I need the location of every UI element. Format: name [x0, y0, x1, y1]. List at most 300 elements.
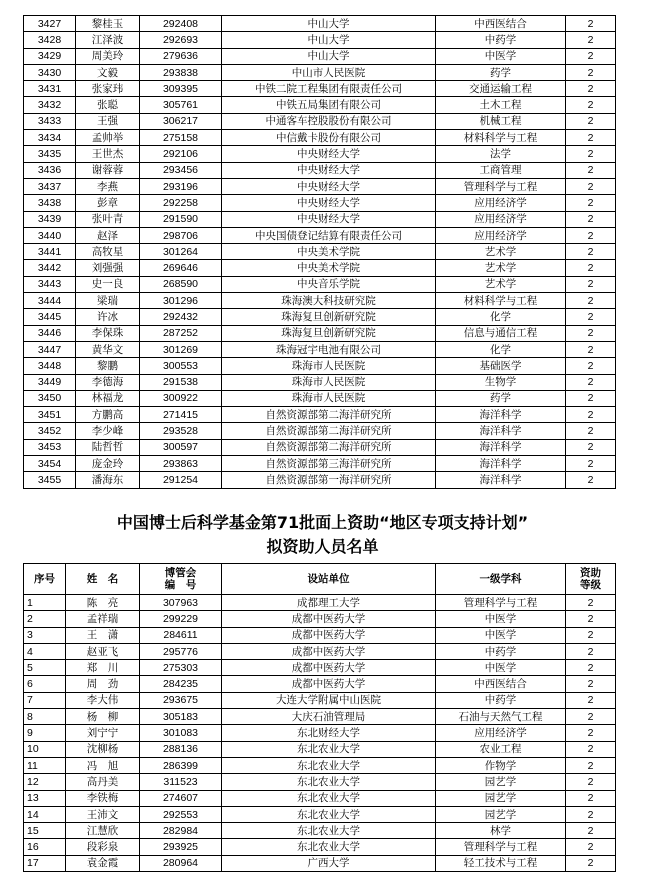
cell-id: 298706 — [140, 227, 222, 243]
cell-grade: 2 — [566, 227, 616, 243]
cell-unit: 珠海复旦创新研究院 — [222, 309, 436, 325]
cell-seq: 16 — [24, 839, 66, 855]
cell-subject: 机械工程 — [436, 113, 566, 129]
table-row — [24, 325, 616, 341]
header-grade-line1: 资助 — [580, 567, 601, 579]
cell-id: 292432 — [140, 309, 222, 325]
cell-subject: 中药学 — [436, 32, 566, 48]
cell-unit: 东北农业大学 — [222, 790, 436, 806]
cell-subject: 中医学 — [436, 611, 566, 627]
cell-name: 冯 旭 — [66, 757, 140, 773]
cell-name: 高牧星 — [76, 244, 140, 260]
cell-grade: 2 — [566, 64, 616, 80]
cell-id: 293528 — [140, 423, 222, 439]
cell-subject: 基础医学 — [436, 358, 566, 374]
cell-id: 291254 — [140, 472, 222, 488]
table-row — [24, 390, 616, 406]
cell-subject: 园艺学 — [436, 790, 566, 806]
table-row — [24, 407, 616, 423]
cell-id: 299229 — [140, 611, 222, 627]
cell-subject: 轻工技术与工程 — [436, 855, 566, 871]
cell-grade: 2 — [566, 439, 616, 455]
cell-unit: 东北财经大学 — [222, 725, 436, 741]
cell-subject: 中西医结合 — [436, 676, 566, 692]
table-row — [24, 293, 616, 309]
cell-seq: 4 — [24, 643, 66, 659]
cell-id: 292106 — [140, 146, 222, 162]
table-row — [24, 64, 616, 80]
cell-name: 黎鹏 — [76, 358, 140, 374]
cell-seq: 13 — [24, 790, 66, 806]
cell-name: 刘强强 — [76, 260, 140, 276]
cell-name: 江慧欣 — [66, 823, 140, 839]
cell-id: 301296 — [140, 293, 222, 309]
table-row — [24, 741, 616, 757]
cell-grade: 2 — [566, 341, 616, 357]
cell-seq: 3432 — [24, 97, 76, 113]
cell-seq: 3 — [24, 627, 66, 643]
cell-name: 李大伟 — [66, 692, 140, 708]
cell-grade: 2 — [566, 741, 616, 757]
cell-name: 孟帅举 — [76, 130, 140, 146]
cell-subject: 中医学 — [436, 48, 566, 64]
cell-unit: 成都中医药大学 — [222, 660, 436, 676]
cell-name: 孟祥瑞 — [66, 611, 140, 627]
cell-grade: 2 — [566, 211, 616, 227]
cell-unit: 自然资源部第二海洋研究所 — [222, 423, 436, 439]
cell-name: 沈柳杨 — [66, 741, 140, 757]
table-row — [24, 162, 616, 178]
cell-unit: 东北农业大学 — [222, 774, 436, 790]
cell-seq: 9 — [24, 725, 66, 741]
cell-unit: 东北农业大学 — [222, 806, 436, 822]
cell-id: 293838 — [140, 64, 222, 80]
cell-name: 江泽波 — [76, 32, 140, 48]
cell-id: 291590 — [140, 211, 222, 227]
cell-grade: 2 — [566, 293, 616, 309]
header-unit: 设站单位 — [222, 564, 436, 595]
cell-grade: 2 — [566, 276, 616, 292]
cell-seq: 10 — [24, 741, 66, 757]
header-name: 姓 名 — [66, 564, 140, 595]
cell-grade: 2 — [566, 660, 616, 676]
table-row — [24, 423, 616, 439]
cell-id: 284611 — [140, 627, 222, 643]
cell-grade: 2 — [566, 456, 616, 472]
cell-name: 李德海 — [76, 374, 140, 390]
cell-name: 陈 亮 — [66, 595, 140, 611]
cell-seq: 12 — [24, 774, 66, 790]
table-row — [24, 806, 616, 822]
cell-seq: 3439 — [24, 211, 76, 227]
cell-id: 292553 — [140, 806, 222, 822]
cell-seq: 11 — [24, 757, 66, 773]
cell-name: 段彩泉 — [66, 839, 140, 855]
regional-list-table — [23, 563, 616, 872]
cell-unit: 自然资源部第一海洋研究所 — [222, 472, 436, 488]
cell-subject: 化学 — [436, 309, 566, 325]
cell-unit: 中央国债登记结算有限责任公司 — [222, 227, 436, 243]
cell-grade: 2 — [566, 358, 616, 374]
cell-name: 方鹏高 — [76, 407, 140, 423]
cell-name: 王 潇 — [66, 627, 140, 643]
cell-unit: 珠海市人民医院 — [222, 390, 436, 406]
cell-unit: 中山市人民医院 — [222, 64, 436, 80]
table-row — [24, 790, 616, 806]
cell-subject: 应用经济学 — [436, 227, 566, 243]
cell-seq: 3453 — [24, 439, 76, 455]
cell-unit: 大庆石油管理局 — [222, 709, 436, 725]
cell-grade: 2 — [566, 244, 616, 260]
cell-id: 275303 — [140, 660, 222, 676]
cell-seq: 3428 — [24, 32, 76, 48]
cell-seq: 1 — [24, 595, 66, 611]
cell-unit: 中铁二院工程集团有限责任公司 — [222, 81, 436, 97]
table-header-row — [24, 564, 616, 595]
cell-subject: 海洋科学 — [436, 439, 566, 455]
table-row — [24, 709, 616, 725]
cell-name: 李保珠 — [76, 325, 140, 341]
continued-list-body — [24, 16, 616, 489]
cell-subject: 园艺学 — [436, 774, 566, 790]
cell-name: 李燕 — [76, 178, 140, 194]
cell-seq: 3447 — [24, 341, 76, 357]
cell-subject: 艺术学 — [436, 260, 566, 276]
table-row — [24, 611, 616, 627]
cell-seq: 3438 — [24, 195, 76, 211]
cell-grade: 2 — [566, 774, 616, 790]
cell-subject: 中医学 — [436, 660, 566, 676]
cell-subject: 管理科学与工程 — [436, 595, 566, 611]
cell-id: 291538 — [140, 374, 222, 390]
table-row — [24, 627, 616, 643]
cell-subject: 海洋科学 — [436, 423, 566, 439]
cell-seq: 15 — [24, 823, 66, 839]
cell-name: 彭章 — [76, 195, 140, 211]
cell-unit: 自然资源部第三海洋研究所 — [222, 456, 436, 472]
table-row — [24, 643, 616, 659]
table-row — [24, 195, 616, 211]
cell-unit: 中央美术学院 — [222, 260, 436, 276]
cell-grade: 2 — [566, 309, 616, 325]
cell-grade: 2 — [566, 627, 616, 643]
cell-name: 赵亚飞 — [66, 643, 140, 659]
cell-id: 305761 — [140, 97, 222, 113]
table-row — [24, 660, 616, 676]
cell-id: 300597 — [140, 439, 222, 455]
cell-unit: 中央财经大学 — [222, 211, 436, 227]
cell-seq: 3429 — [24, 48, 76, 64]
cell-grade: 2 — [566, 195, 616, 211]
cell-subject: 应用经济学 — [436, 211, 566, 227]
table-row — [24, 839, 616, 855]
cell-seq: 3449 — [24, 374, 76, 390]
cell-id: 274607 — [140, 790, 222, 806]
cell-unit: 珠海冠宇电池有限公司 — [222, 341, 436, 357]
cell-grade: 2 — [566, 806, 616, 822]
cell-grade: 2 — [566, 113, 616, 129]
cell-id: 286399 — [140, 757, 222, 773]
cell-seq: 3430 — [24, 64, 76, 80]
cell-grade: 2 — [566, 407, 616, 423]
cell-id: 301264 — [140, 244, 222, 260]
cell-unit: 珠海市人民医院 — [222, 374, 436, 390]
cell-grade: 2 — [566, 48, 616, 64]
cell-id: 295776 — [140, 643, 222, 659]
table-row — [24, 472, 616, 488]
cell-grade: 2 — [566, 162, 616, 178]
cell-subject: 材料科学与工程 — [436, 130, 566, 146]
cell-grade: 2 — [566, 81, 616, 97]
cell-seq: 2 — [24, 611, 66, 627]
table-row — [24, 130, 616, 146]
table-row — [24, 32, 616, 48]
cell-seq: 3437 — [24, 178, 76, 194]
table-row — [24, 341, 616, 357]
table-row — [24, 692, 616, 708]
cell-name: 郑 川 — [66, 660, 140, 676]
cell-seq: 3455 — [24, 472, 76, 488]
table-row — [24, 358, 616, 374]
table-row — [24, 16, 616, 32]
cell-subject: 中西医结合 — [436, 16, 566, 32]
cell-subject: 艺术学 — [436, 276, 566, 292]
cell-id: 301269 — [140, 341, 222, 357]
cell-unit: 成都中医药大学 — [222, 611, 436, 627]
header-subject: 一级学科 — [436, 564, 566, 595]
table-row — [24, 676, 616, 692]
cell-name: 许冰 — [76, 309, 140, 325]
cell-unit: 东北农业大学 — [222, 823, 436, 839]
table-row — [24, 823, 616, 839]
table-row — [24, 276, 616, 292]
cell-subject: 艺术学 — [436, 244, 566, 260]
cell-seq: 3444 — [24, 293, 76, 309]
cell-subject: 信息与通信工程 — [436, 325, 566, 341]
cell-name: 张家玮 — [76, 81, 140, 97]
cell-id: 284235 — [140, 676, 222, 692]
cell-grade: 2 — [566, 757, 616, 773]
cell-subject: 中医学 — [436, 627, 566, 643]
cell-unit: 中铁五局集团有限公司 — [222, 97, 436, 113]
cell-unit: 东北农业大学 — [222, 757, 436, 773]
table-row — [24, 211, 616, 227]
cell-id: 269646 — [140, 260, 222, 276]
cell-seq: 3442 — [24, 260, 76, 276]
cell-name: 高丹美 — [66, 774, 140, 790]
cell-id: 293675 — [140, 692, 222, 708]
cell-name: 杨 柳 — [66, 709, 140, 725]
cell-unit: 东北农业大学 — [222, 741, 436, 757]
cell-id: 305183 — [140, 709, 222, 725]
cell-unit: 中央美术学院 — [222, 244, 436, 260]
cell-grade: 2 — [566, 325, 616, 341]
cell-seq: 3440 — [24, 227, 76, 243]
cell-grade: 2 — [566, 709, 616, 725]
cell-seq: 3452 — [24, 423, 76, 439]
cell-unit: 中山大学 — [222, 48, 436, 64]
cell-id: 309395 — [140, 81, 222, 97]
cell-name: 张叶青 — [76, 211, 140, 227]
cell-id: 307963 — [140, 595, 222, 611]
cell-name: 潘海东 — [76, 472, 140, 488]
cell-unit: 珠海澳大科技研究院 — [222, 293, 436, 309]
cell-id: 293863 — [140, 456, 222, 472]
cell-grade: 2 — [566, 130, 616, 146]
cell-subject: 中药学 — [436, 692, 566, 708]
cell-unit: 自然资源部第二海洋研究所 — [222, 439, 436, 455]
list-title: 中国博士后科学基金第71批面上资助“地区专项支持计划” — [116, 513, 529, 532]
cell-subject: 工商管理 — [436, 162, 566, 178]
cell-subject: 交通运输工程 — [436, 81, 566, 97]
cell-name: 刘宁宁 — [66, 725, 140, 741]
cell-subject: 林学 — [436, 823, 566, 839]
cell-subject: 药学 — [436, 390, 566, 406]
cell-name: 梁瑞 — [76, 293, 140, 309]
cell-seq: 8 — [24, 709, 66, 725]
cell-name: 陆哲哲 — [76, 439, 140, 455]
cell-grade: 2 — [566, 178, 616, 194]
cell-id: 292693 — [140, 32, 222, 48]
table-row — [24, 227, 616, 243]
cell-seq: 3431 — [24, 81, 76, 97]
cell-seq: 6 — [24, 676, 66, 692]
header-id-line2: 编 号 — [164, 579, 197, 591]
cell-id: 300553 — [140, 358, 222, 374]
cell-name: 李少峰 — [76, 423, 140, 439]
cell-subject: 应用经济学 — [436, 725, 566, 741]
cell-seq: 3448 — [24, 358, 76, 374]
header-grade-line2: 等级 — [580, 579, 601, 591]
cell-unit: 成都理工大学 — [222, 595, 436, 611]
cell-grade: 2 — [566, 374, 616, 390]
cell-grade: 2 — [566, 643, 616, 659]
table-row — [24, 244, 616, 260]
cell-grade: 2 — [566, 692, 616, 708]
cell-unit: 广西大学 — [222, 855, 436, 871]
cell-seq: 3446 — [24, 325, 76, 341]
table-row — [24, 439, 616, 455]
cell-seq: 14 — [24, 806, 66, 822]
cell-grade: 2 — [566, 595, 616, 611]
cell-name: 黎桂玉 — [76, 16, 140, 32]
cell-id: 293456 — [140, 162, 222, 178]
header-seq: 序号 — [24, 564, 66, 595]
cell-subject: 石油与天然气工程 — [436, 709, 566, 725]
cell-grade: 2 — [566, 32, 616, 48]
cell-grade: 2 — [566, 823, 616, 839]
cell-unit: 中央音乐学院 — [222, 276, 436, 292]
cell-id: 287252 — [140, 325, 222, 341]
table-row — [24, 725, 616, 741]
cell-subject: 中药学 — [436, 643, 566, 659]
cell-seq: 3427 — [24, 16, 76, 32]
cell-subject: 化学 — [436, 341, 566, 357]
cell-unit: 成都中医药大学 — [222, 676, 436, 692]
cell-id: 301083 — [140, 725, 222, 741]
cell-unit: 大连大学附属中山医院 — [222, 692, 436, 708]
cell-unit: 珠海市人民医院 — [222, 358, 436, 374]
cell-seq: 3435 — [24, 146, 76, 162]
cell-subject: 海洋科学 — [436, 472, 566, 488]
cell-id: 292258 — [140, 195, 222, 211]
cell-seq: 3434 — [24, 130, 76, 146]
cell-name: 史一良 — [76, 276, 140, 292]
cell-unit: 珠海复旦创新研究院 — [222, 325, 436, 341]
cell-seq: 3433 — [24, 113, 76, 129]
cell-grade: 2 — [566, 790, 616, 806]
cell-grade: 2 — [566, 97, 616, 113]
cell-name: 李铁梅 — [66, 790, 140, 806]
cell-name: 王强 — [76, 113, 140, 129]
continued-list-table — [23, 15, 616, 489]
list-subtitle: 拟资助人员名单 — [266, 537, 379, 556]
table-row — [24, 81, 616, 97]
table-row — [24, 757, 616, 773]
cell-seq: 3445 — [24, 309, 76, 325]
cell-seq: 3441 — [24, 244, 76, 260]
cell-name: 赵泽 — [76, 227, 140, 243]
cell-grade: 2 — [566, 146, 616, 162]
cell-subject: 土木工程 — [436, 97, 566, 113]
cell-grade: 2 — [566, 839, 616, 855]
table-row — [24, 374, 616, 390]
cell-id: 268590 — [140, 276, 222, 292]
cell-unit: 中信戴卡股份有限公司 — [222, 130, 436, 146]
cell-subject: 应用经济学 — [436, 195, 566, 211]
cell-subject: 法学 — [436, 146, 566, 162]
cell-unit: 成都中医药大学 — [222, 627, 436, 643]
cell-grade: 2 — [566, 423, 616, 439]
cell-name: 庞金玲 — [76, 456, 140, 472]
cell-id: 282984 — [140, 823, 222, 839]
cell-seq: 5 — [24, 660, 66, 676]
header-grade — [566, 564, 616, 595]
cell-name: 周美玲 — [76, 48, 140, 64]
table-row — [24, 113, 616, 129]
cell-seq: 3454 — [24, 456, 76, 472]
table-row — [24, 456, 616, 472]
cell-id: 293196 — [140, 178, 222, 194]
cell-id: 293925 — [140, 839, 222, 855]
cell-id: 288136 — [140, 741, 222, 757]
cell-grade: 2 — [566, 16, 616, 32]
cell-id: 271415 — [140, 407, 222, 423]
cell-unit: 成都中医药大学 — [222, 643, 436, 659]
cell-seq: 3450 — [24, 390, 76, 406]
cell-seq: 17 — [24, 855, 66, 871]
cell-subject: 药学 — [436, 64, 566, 80]
cell-name: 黄华文 — [76, 341, 140, 357]
cell-id: 306217 — [140, 113, 222, 129]
table-row — [24, 260, 616, 276]
table-row — [24, 97, 616, 113]
cell-name: 文毅 — [76, 64, 140, 80]
cell-grade: 2 — [566, 611, 616, 627]
cell-subject: 农业工程 — [436, 741, 566, 757]
cell-subject: 管理科学与工程 — [436, 178, 566, 194]
table-row — [24, 774, 616, 790]
cell-id: 275158 — [140, 130, 222, 146]
cell-subject: 海洋科学 — [436, 456, 566, 472]
cell-seq: 7 — [24, 692, 66, 708]
cell-unit: 中通客车控股股份有限公司 — [222, 113, 436, 129]
table-row — [24, 855, 616, 871]
cell-subject: 园艺学 — [436, 806, 566, 822]
cell-seq: 3436 — [24, 162, 76, 178]
cell-id: 300922 — [140, 390, 222, 406]
table-row — [24, 178, 616, 194]
